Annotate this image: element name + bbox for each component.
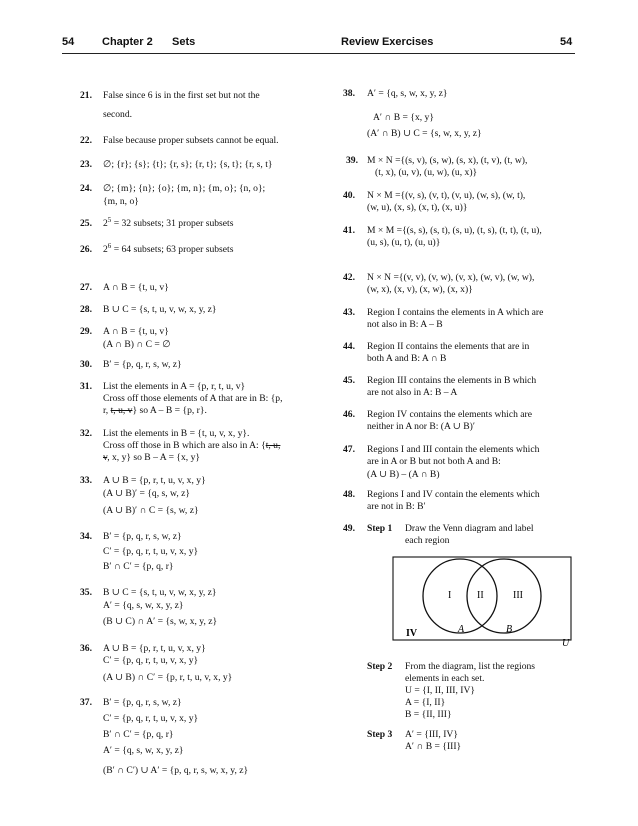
page-number-right: 54 — [560, 36, 573, 48]
section-label: Sets — [172, 36, 196, 48]
set-a-label: A — [458, 624, 465, 635]
page-header — [62, 36, 575, 52]
set-b-label: B — [506, 624, 513, 635]
region-i-label: I — [448, 590, 452, 601]
chapter-label: Chapter 2 — [102, 36, 153, 48]
review-label: Review Exercises — [341, 36, 434, 48]
universal-set-label: U — [562, 638, 570, 646]
header-rule — [62, 53, 575, 54]
venn-diagram — [392, 556, 574, 646]
region-iii-label: III — [513, 590, 523, 601]
region-iv-label: IV — [406, 628, 418, 639]
circle-a — [423, 559, 497, 633]
region-ii-label: II — [477, 590, 484, 601]
page-number-left: 54 — [62, 36, 75, 48]
